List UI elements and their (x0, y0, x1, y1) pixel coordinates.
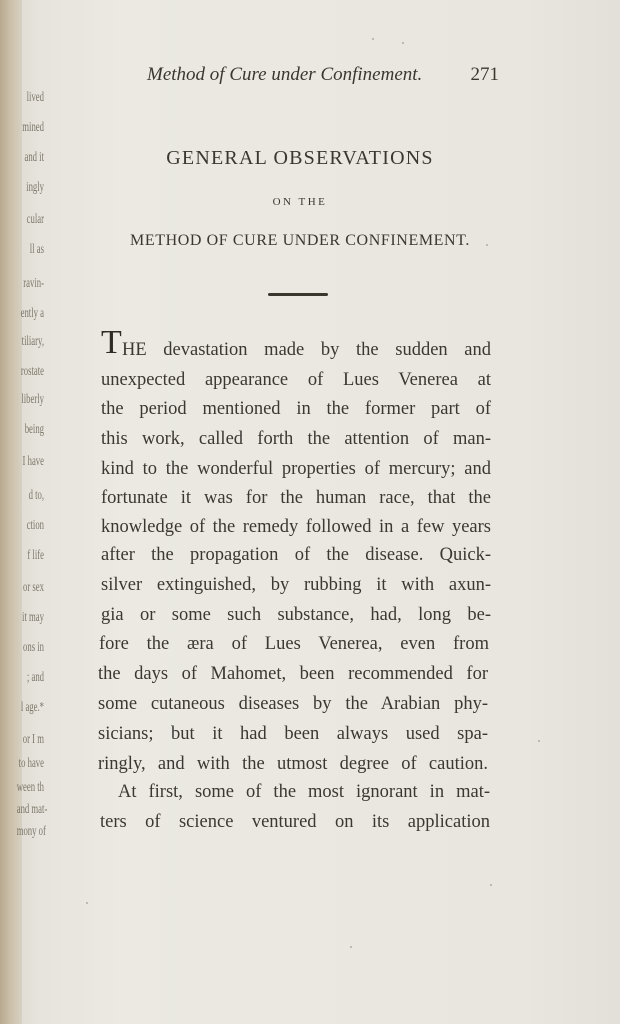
running-head (145, 64, 505, 90)
drop-cap: T (101, 324, 122, 361)
body-line: kind to the wonderful properties of mercury; and (101, 459, 491, 479)
paper-speck (86, 902, 88, 904)
bleed-line: I have (22, 454, 44, 469)
section-heading: GENERAL OBSERVATIONS (166, 147, 434, 169)
body-line: At first, some of the most ignorant in mat- (118, 782, 490, 802)
paper-speck (350, 946, 352, 948)
body-line: silver extinguished, by rubbing it with axun- (101, 575, 491, 595)
paper-speck (538, 740, 540, 742)
bleed-line: liberly (21, 392, 44, 407)
bleed-line: mony of (16, 824, 46, 839)
bleed-line: mined (22, 120, 44, 135)
body-line: unexpected appearance of Lues Venerea at (101, 370, 491, 390)
body-line: this work, called forth the attention of man- (101, 429, 491, 449)
bleed-line: ction (26, 518, 44, 533)
body-line: HE devastation made by the sudden and (122, 340, 491, 360)
bleed-line: or I m (22, 732, 44, 747)
body-line: ringly, and with the utmost degree of caution. (98, 754, 488, 774)
bleed-line: tiliary, (21, 334, 44, 349)
body-line: the period mentioned in the former part of (101, 399, 491, 419)
bleed-line: being (24, 422, 44, 437)
bleed-line: ently a (20, 306, 44, 321)
bleed-line: or sex (23, 580, 44, 595)
paper-speck (486, 244, 488, 246)
bleed-line: ween th (16, 780, 44, 795)
body-line: sicians; but it had been always used spa- (98, 724, 488, 744)
bleed-line: l age.* (20, 700, 44, 715)
bleed-line: lived (26, 90, 44, 105)
bleed-line: d to, (28, 488, 44, 503)
ornamental-rule (268, 293, 328, 296)
bleed-line: cular (26, 212, 44, 227)
body-line: gia or some such substance, had, long be- (101, 605, 491, 625)
paper-speck (490, 884, 492, 886)
running-head-title: Method of Cure under Confinement. (147, 64, 423, 85)
body-line: the days of Mahomet, been recommended for (98, 664, 488, 684)
bleed-line: it may (22, 610, 44, 625)
bleed-line: ingly (26, 180, 44, 195)
bleed-line: to have (18, 756, 44, 771)
bleed-line: ; and (26, 670, 44, 685)
body-line: knowledge of the remedy followed in a few years (101, 517, 491, 537)
bleed-line: and it (24, 150, 44, 165)
bleed-line: and mat- (16, 802, 48, 817)
heading-connector: ON THE (272, 196, 328, 208)
bleed-line: f life (27, 548, 44, 563)
page-number: 271 (470, 64, 499, 85)
body-line: some cutaneous diseases by the Arabian phy- (98, 694, 488, 714)
section-subheading: METHOD OF CURE UNDER CONFINEMENT. (130, 232, 470, 249)
bleed-line: ll as (29, 242, 44, 257)
paper-speck (402, 42, 404, 44)
bleed-line: ons in (23, 640, 44, 655)
body-line: after the propagation of the disease. Quick- (101, 545, 491, 565)
bleed-line: rostate (20, 364, 44, 379)
paper-speck (372, 38, 374, 40)
body-line: fore the æra of Lues Venerea, even from (99, 634, 489, 654)
body-line: fortunate it was for the human race, that the (101, 488, 491, 508)
body-line: ters of science ventured on its application (100, 812, 490, 832)
bleed-line: ravin- (23, 276, 44, 291)
